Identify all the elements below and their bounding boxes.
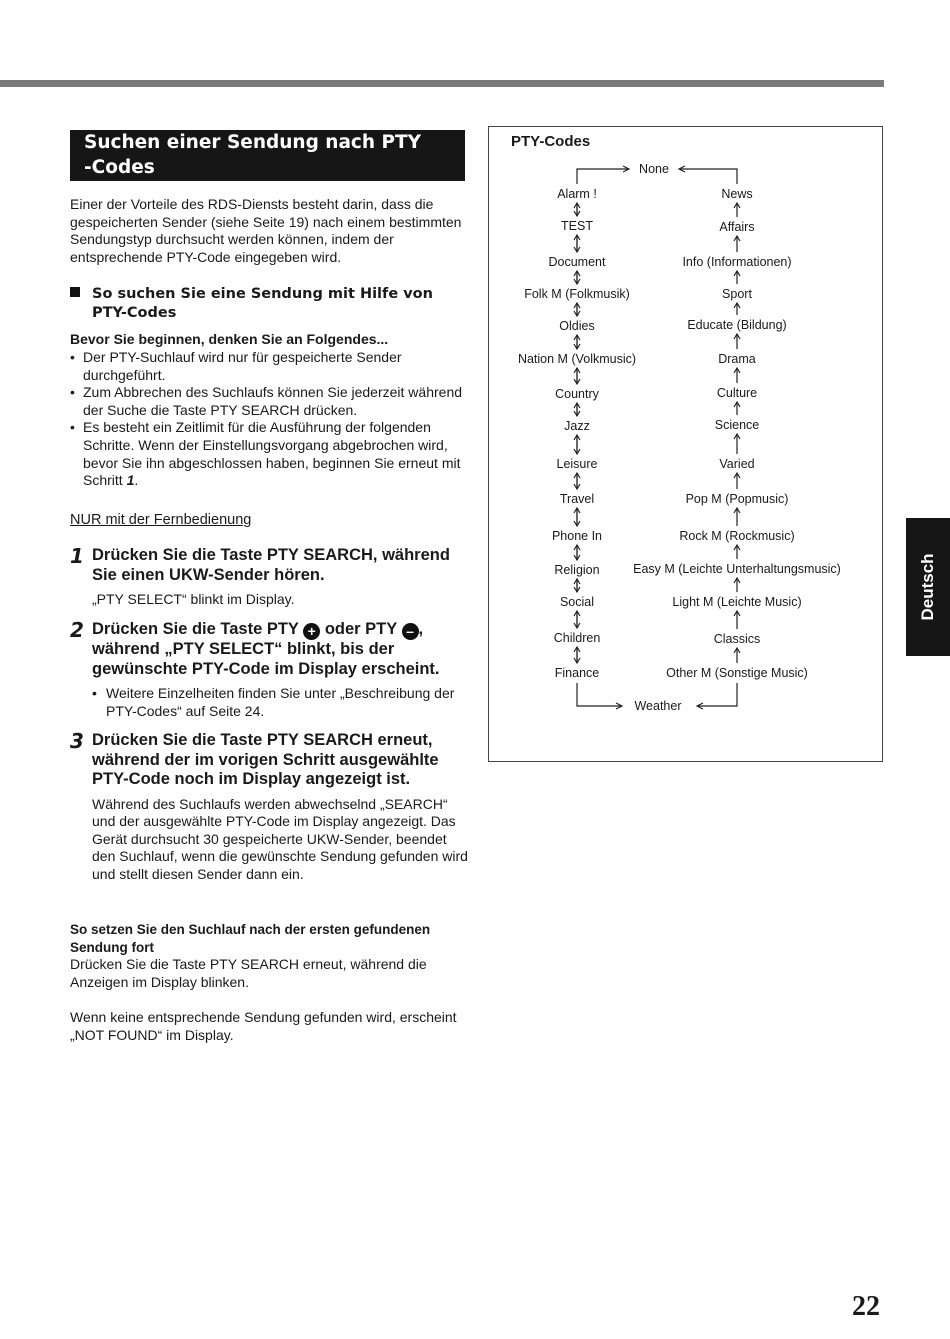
list-item: • Der PTY-Suchlauf wird nur für gespeicherte Sender durchgeführt. (70, 349, 470, 384)
pty-code-item: TEST (561, 219, 593, 233)
pty-code-item: Pop M (Popmusic) (685, 492, 789, 506)
pty-code-item: Document (548, 255, 606, 269)
section-title-line2: -Codes (84, 157, 155, 178)
list-item: • Zum Abbrechen des Suchlaufs können Sie jederzeit während der Suche die Taste PTY SEARCH drücken. (70, 384, 470, 419)
step-2 (70, 620, 470, 720)
pty-code-item: Varied (719, 457, 755, 471)
pty-code-item: Affairs (719, 220, 755, 234)
pty-code-none: None (639, 162, 669, 176)
step-bullet: • Weitere Einzelheiten finden Sie unter „Beschreibung der PTY-Codes“ auf Seite 24. (92, 685, 470, 720)
step-3 (70, 731, 470, 883)
pty-codes-title: PTY-Codes (511, 133, 591, 150)
pty-code-item: Country (555, 387, 599, 401)
pty-code-item: Drama (718, 352, 756, 366)
pty-code-item: Leisure (556, 457, 598, 471)
not-found-note: Wenn keine entsprechende Sendung gefunden wird, erscheint „NOT FOUND“ im Display. (70, 1009, 457, 1043)
subheading-text: So suchen Sie eine Sendung mit Hilfe von PTY-Codes (92, 286, 433, 321)
pty-code-item: Social (559, 595, 595, 609)
pty-code-item: Other M (Sonstige Music) (666, 666, 808, 680)
pty-code-item: Travel (559, 492, 595, 506)
list-item: • Es besteht ein Zeitlimit für die Ausführung der folgenden Schritte. Wenn der Einstellungsvorgang abgebrochen wird, bevor Sie ihn abgeschlossen haben, beginnen Sie erneut mit Schritt 1. (70, 419, 470, 489)
pty-code-item: Nation M (Volkmusic) (517, 352, 637, 366)
pty-code-item: Children (553, 631, 601, 645)
pty-code-item: News (721, 187, 753, 201)
pty-code-item: Light M (Leichte Music) (672, 595, 802, 609)
pty-code-weather: Weather (634, 699, 682, 713)
list-item-text: Es besteht ein Zeitlimit für die Ausführung der folgenden Schritte. Wenn der Einstellungsvorgang abgebrochen wird, bevor Sie ihn abgeschlossen haben, beginnen Sie erneut mit Schritt (83, 419, 461, 489)
step-heading: Drücken Sie die Taste PTY SEARCH erneut, während der im vorigen Schritt ausgewählte PTY-Code noch im Display angezeigt ist. (92, 731, 439, 788)
pty-code-item: Religion (554, 563, 600, 577)
step-number: 1 (70, 544, 84, 568)
pty-code-item: Phone In (551, 529, 603, 543)
pty-code-item: Rock M (Rockmusic) (679, 529, 795, 543)
step-heading-part: , während „PTY SELECT“ blinkt, bis der gewünschte PTY-Code im Display erscheint. (92, 620, 440, 678)
intro-paragraph: Einer der Vorteile des RDS-Diensts besteht darin, dass die gespeicherten Sender (siehe Seite 19) nach einem bestimmten Sendungstyp durchsucht werden können, indem der entsprechende PTY-Code eingegeben wird. (70, 196, 462, 265)
plus-circle-icon: + (303, 623, 320, 640)
step-reference: 1 (126, 472, 135, 489)
connector-line (577, 169, 628, 184)
section-title (70, 130, 465, 181)
step-1 (70, 546, 470, 609)
pty-code-item: Info (Informationen) (682, 255, 792, 269)
pty-code-item: Alarm ! (557, 187, 597, 201)
step-heading-part: Drücken Sie die Taste PTY (92, 620, 304, 638)
step-heading: Drücken Sie die Taste PTY SEARCH, während Sie einen UKW-Sender hören. (92, 546, 450, 584)
minus-circle-icon: – (402, 623, 419, 640)
language-tab-label: Deutsch (918, 553, 937, 621)
step-body: „PTY SELECT“ blinkt im Display. (92, 591, 295, 607)
pty-code-item: Finance (554, 666, 600, 680)
top-rule (0, 80, 884, 87)
pty-code-item: Easy M (Leichte Unterhaltungsmusic) (633, 562, 841, 576)
subheading (70, 285, 470, 323)
section-title-line1: Suchen einer Sendung nach PTY (84, 132, 422, 153)
square-bullet-icon (70, 287, 80, 297)
pty-code-item: Science (714, 418, 760, 432)
pty-code-cycle-diagram (488, 126, 883, 762)
page-number: 22 (852, 1291, 880, 1322)
pty-code-item: Educate (Bildung) (687, 318, 787, 332)
remote-only-label: NUR mit der Fernbedienung (70, 512, 252, 528)
before-title: Bevor Sie beginnen, denken Sie an Folgendes... (70, 331, 389, 347)
pty-code-item: Folk M (Folkmusik) (524, 287, 630, 301)
connector-line (680, 169, 737, 184)
pty-code-item: Oldies (559, 319, 595, 333)
step-number: 2 (70, 618, 84, 642)
continue-title: So setzen Sie den Suchlauf nach der ersten gefundenen Sendung fort (70, 922, 431, 955)
continue-body: Drücken Sie die Taste PTY SEARCH erneut, während die Anzeigen im Display blinken. (70, 956, 427, 990)
step-body: Während des Suchlaufs werden abwechselnd „SEARCH“ und der ausgewählte PTY-Code im Display angezeigt. Das Gerät durchsucht 30 gespeicherte UKW-Sender, beendet den Suchlauf, wenn die gewünschte Sendung gefunden wird und stellt diesen Sender dann ein. (92, 795, 468, 882)
language-tab (906, 518, 950, 656)
step-heading (92, 620, 470, 679)
step-number: 3 (70, 729, 84, 753)
connector-line (577, 683, 621, 706)
pty-code-item: Jazz (564, 419, 590, 433)
pty-code-item: Culture (716, 386, 758, 400)
connector-line (698, 683, 737, 706)
precautions-list (70, 349, 470, 490)
pty-code-item: Classics (713, 632, 761, 646)
pty-code-item: Sport (722, 287, 752, 301)
step-heading-part: oder PTY (320, 620, 402, 638)
